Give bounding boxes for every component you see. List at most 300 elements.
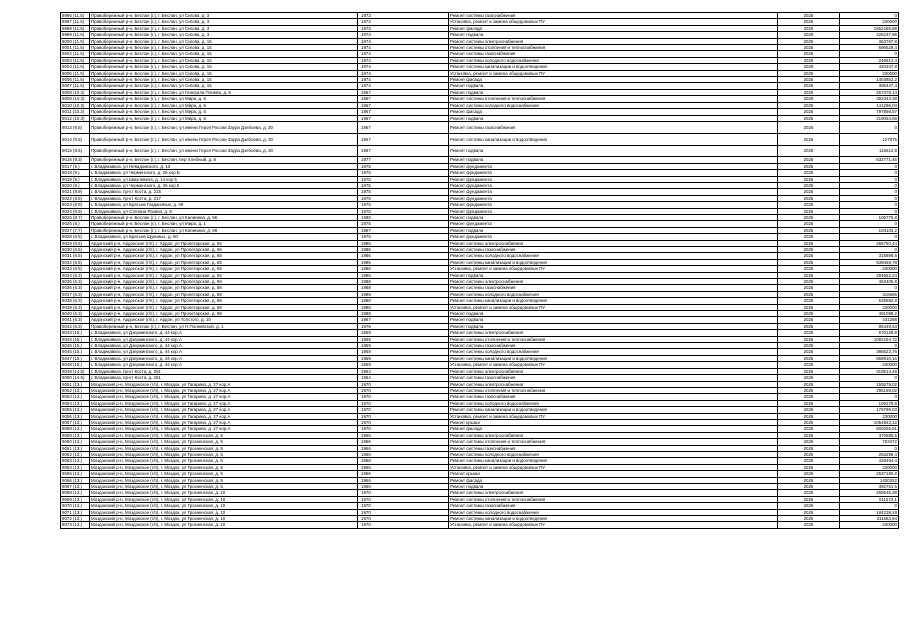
plan-year-cell: 2025 — [778, 240, 840, 246]
cost-cell: 155578,02 — [840, 381, 899, 387]
work-type-cell: Ремонт системы отопления и теплоснабжения — [449, 496, 778, 502]
row-number-cell: 8998 (11.5) — [61, 25, 90, 31]
plan-year-cell: 2025 — [778, 368, 840, 374]
row-number-cell: 9049 (14.5) — [61, 368, 90, 374]
work-type-cell: Ремонт системы газоснабжения — [449, 121, 778, 133]
cost-cell: 0 — [840, 195, 899, 201]
address-cell: Правобережный р-н, Беслан (г.), г. Беслан, ул Сигова, д. 15 — [90, 51, 358, 57]
cost-cell: 363767,8 — [840, 38, 899, 44]
work-type-cell: Установка, ремонт и замена общедомовых ПУ — [449, 522, 778, 528]
address-cell: Правобережный р-н, Беслан (г.), г. Беслан, ул имени Героя России Заура Дзебоева, д. 30 — [90, 121, 358, 133]
row-number-cell: 9028 (6.5) — [61, 234, 90, 240]
cost-cell: 295169,02 — [840, 387, 899, 393]
work-type-cell: Ремонт фундамента — [449, 163, 778, 169]
work-type-cell: Ремонт системы канализации и водоотведения — [449, 458, 778, 464]
address-cell: Правобережный р-н, Беслан (г.), г. Беслан, ул Калинина, д. 96 — [90, 214, 358, 220]
address-cell: Моздокский р-н, Моздокское (г/п), г. Моздок, ул Гагарина, д. 27 кор.А — [90, 419, 358, 425]
work-type-cell: Ремонт системы газоснабжения — [449, 343, 778, 349]
plan-year-cell: 2025 — [778, 509, 840, 515]
cost-cell: 219054,69 — [840, 115, 899, 121]
address-cell: Моздокский р-н, Моздокское (г/п), г. Моздок, ул Грозненская, д. 5 — [90, 484, 358, 490]
address-cell: Моздокский р-н, Моздокское (г/п), г. Моздок, ул Гагарина, д. 27 кор.А — [90, 413, 358, 419]
plan-year-cell: 2025 — [778, 77, 840, 83]
cost-cell: 0 — [840, 189, 899, 195]
plan-year-cell: 2025 — [778, 157, 840, 163]
cost-cell: 230000 — [840, 413, 899, 419]
address-cell: Ардонский р-н, Ардонское (г/п), г. Ардон, ул Пролетарская, д. 88 — [90, 279, 358, 285]
cost-cell: 2537180,8 — [840, 471, 899, 477]
build-year-cell: 1970 — [358, 503, 449, 509]
cost-cell: 658910,16 — [840, 355, 899, 361]
row-number-cell: 9068 (13.) — [61, 490, 90, 496]
work-type-cell: Установка, ремонт и замена общедомовых ПУ — [449, 362, 778, 368]
address-cell: Правобережный р-н, Беслан (г.), г. Беслан, ул Н.Полиевской, д. 1 — [90, 323, 358, 329]
build-year-cell: 1986 — [358, 259, 449, 265]
work-type-cell: Ремонт системы электроснабжения — [449, 330, 778, 336]
row-number-cell: 9063 (13.) — [61, 458, 90, 464]
address-cell: Моздокский р-н, Моздокское (г/п), г. Моздок, ул Грозненская, д. 10 — [90, 509, 358, 515]
address-cell: Моздокский р-н, Моздокское (г/п), г. Моздок, ул Гагарина, д. 27 кор.А — [90, 400, 358, 406]
cost-cell: 127975 — [840, 133, 899, 145]
build-year-cell: 1970 — [358, 496, 449, 502]
cost-cell: 0 — [840, 176, 899, 182]
work-type-cell: Ремонт подвала — [449, 145, 778, 157]
work-type-cell: Ремонт системы холодного водоснабжения — [449, 291, 778, 297]
work-type-cell: Ремонт фундамента — [449, 208, 778, 214]
build-year-cell: 1967 — [358, 145, 449, 157]
address-cell: г. Владикавказ, ул Братьев Щукиных, д. 60 — [90, 234, 358, 240]
capital-repair-table — [60, 12, 899, 529]
build-year-cell: 1959 — [358, 330, 449, 336]
work-type-cell: Ремонт системы отопления и теплоснабжения — [449, 387, 778, 393]
row-number-cell: 9041 (6.3) — [61, 317, 90, 323]
work-type-cell: Ремонт фасада — [449, 77, 778, 83]
plan-year-cell: 2025 — [778, 490, 840, 496]
row-number-cell: 9032 (6.5) — [61, 259, 90, 265]
plan-year-cell: 2025 — [778, 70, 840, 76]
address-cell: г. Владикавказ, ул Дзержинского, д. 44 кор.А — [90, 355, 358, 361]
row-number-cell: 9053 (13.) — [61, 394, 90, 400]
address-cell: Правобережный р-н, Беслан (г.), г. Беслан, ул Сигова, д. 3 — [90, 13, 358, 19]
plan-year-cell: 2025 — [778, 102, 840, 108]
cost-cell: 0 — [840, 246, 899, 252]
address-cell: Правобережный р-н, Беслан (г.), г. Беслан, ул Сигова, д. 15 — [90, 38, 358, 44]
row-number-cell: 9010 (10.3) — [61, 102, 90, 108]
work-type-cell: Ремонт фасада — [449, 109, 778, 115]
work-type-cell: Ремонт системы электроснабжения — [449, 38, 778, 44]
address-cell: г. Владикавказ, ул Дзержинского, д. 44 кор.А — [90, 336, 358, 342]
row-number-cell: 9026 (8.) — [61, 221, 90, 227]
address-cell: Правобережный р-н, Беслан (г.), г. Беслан, пер Хлебный, д. 8 — [90, 157, 358, 163]
build-year-cell: 1975 — [358, 221, 449, 227]
address-cell: Моздокский р-н, Моздокское (г/п), г. Моздок, ул Грозненская, д. 5 — [90, 471, 358, 477]
build-year-cell: 1974 — [358, 64, 449, 70]
build-year-cell: 1970 — [358, 426, 449, 432]
row-number-cell: 9013 (9.5) — [61, 121, 90, 133]
build-year-cell: 1967 — [358, 109, 449, 115]
row-number-cell: 9022 (8.9) — [61, 195, 90, 201]
address-cell: г. Владикавказ, пр-кт Коста, д. 217 — [90, 195, 358, 201]
work-type-cell: Ремонт фасада — [449, 477, 778, 483]
plan-year-cell: 2025 — [778, 246, 840, 252]
address-cell: Моздокский р-н, Моздокское (г/п), г. Моздок, ул Грозненская, д. 10 — [90, 496, 358, 502]
cost-cell: 104103,2 — [840, 227, 899, 233]
row-number-cell: 9038 (6.3) — [61, 298, 90, 304]
build-year-cell: 1975 — [358, 182, 449, 188]
address-cell: Правобережный р-н, Беслан (г.), г. Беслан, ул Сигова, д. 3 — [90, 19, 358, 25]
row-number-cell: 9067 (13.) — [61, 484, 90, 490]
row-number-cell: 9050 (14.5) — [61, 375, 90, 381]
build-year-cell: 1966 — [358, 458, 449, 464]
build-year-cell: 1967 — [358, 96, 449, 102]
work-type-cell: Ремонт системы электроснабжения — [449, 279, 778, 285]
build-year-cell: 1975 — [358, 189, 449, 195]
build-year-cell: 1973 — [358, 32, 449, 38]
work-type-cell: Ремонт подвала — [449, 323, 778, 329]
work-type-cell: Ремонт фасада — [449, 25, 778, 31]
cost-cell: 0 — [840, 394, 899, 400]
work-type-cell: Установка, ремонт и замена общедомовых ПУ — [449, 19, 778, 25]
work-type-cell: Ремонт системы газоснабжения — [449, 375, 778, 381]
address-cell: Правобережный р-н, Беслан (г.), г. Беслан, ул Сигова, д. 15 — [90, 64, 358, 70]
table-row — [61, 522, 899, 528]
plan-year-cell: 2025 — [778, 38, 840, 44]
build-year-cell: 1974 — [358, 70, 449, 76]
row-number-cell: 9047 (15.) — [61, 355, 90, 361]
row-number-cell: 9018 (9.) — [61, 170, 90, 176]
work-type-cell: Ремонт фундамента — [449, 221, 778, 227]
address-cell: Ардонский р-н, Ардонское (г/п), г. Ардон, ул Пролетарская, д. 88 — [90, 311, 358, 317]
plan-year-cell: 2025 — [778, 195, 840, 201]
work-type-cell: Ремонт системы отопления и теплоснабжения — [449, 336, 778, 342]
plan-year-cell: 2025 — [778, 522, 840, 528]
work-type-cell: Ремонт фундамента — [449, 189, 778, 195]
cost-cell: 1054843,12 — [840, 419, 899, 425]
table-row — [61, 121, 899, 133]
build-year-cell: 1967 — [358, 317, 449, 323]
cost-cell: 230000 — [840, 464, 899, 470]
row-number-cell: 9011 (10.3) — [61, 109, 90, 115]
row-number-cell: 9069 (13.) — [61, 496, 90, 502]
row-number-cell: 8999 (11.5) — [61, 32, 90, 38]
cost-cell: 85449,63 — [840, 323, 899, 329]
row-number-cell: 9014 (9.5) — [61, 133, 90, 145]
row-number-cell: 9016 (9.3) — [61, 157, 90, 163]
cost-cell: 230000 — [840, 304, 899, 310]
row-number-cell: 9030 (6.5) — [61, 246, 90, 252]
build-year-cell: 1967 — [358, 102, 449, 108]
build-year-cell: 1970 — [358, 419, 449, 425]
address-cell: Правобережный р-н, Беслан (г.), г. Беслан, ул Сигова, д. 15 — [90, 45, 358, 51]
row-number-cell: 9024 (8.9) — [61, 208, 90, 214]
row-number-cell: 9065 (13.) — [61, 471, 90, 477]
plan-year-cell: 2025 — [778, 375, 840, 381]
build-year-cell: 1988 — [358, 311, 449, 317]
cost-cell: 385427,4 — [840, 83, 899, 89]
build-year-cell: 1959 — [358, 362, 449, 368]
plan-year-cell: 2025 — [778, 445, 840, 451]
cost-cell: 0 — [840, 445, 899, 451]
build-year-cell: 1974 — [358, 83, 449, 89]
work-type-cell: Ремонт системы холодного водоснабжения — [449, 349, 778, 355]
plan-year-cell: 2025 — [778, 304, 840, 310]
plan-year-cell: 2025 — [778, 115, 840, 121]
cost-cell: 463405,8 — [840, 279, 899, 285]
address-cell: Ардонский р-н, Ардонское (г/п), г. Ардон, ул Пролетарская, д. 65 — [90, 272, 358, 278]
plan-year-cell: 2025 — [778, 496, 840, 502]
build-year-cell: 1975 — [358, 170, 449, 176]
cost-cell: 316896,6 — [840, 253, 899, 259]
address-cell: Правобережный р-н, Беслан (г.), г. Беслан, ул Мира, д. 6 — [90, 115, 358, 121]
address-cell: Правобережный р-н, Беслан (г.), г. Беслан, ул Мира, д. 6 — [90, 96, 358, 102]
plan-year-cell: 2025 — [778, 221, 840, 227]
address-cell: Моздокский р-н, Моздокское (г/п), г. Моздок, ул Грозненская, д. 5 — [90, 458, 358, 464]
cost-cell: 466750,44 — [840, 240, 899, 246]
address-cell: г. Владикавказ, ул Дзержинского, д. 44 кор.А — [90, 362, 358, 368]
address-cell: Моздокский р-н, Моздокское (г/п), г. Моздок, ул Гагарина, д. 27 кор.А — [90, 407, 358, 413]
row-number-cell: 9002 (11.5) — [61, 51, 90, 57]
work-type-cell: Ремонт системы электроснабжения — [449, 240, 778, 246]
row-number-cell: 9033 (6.5) — [61, 266, 90, 272]
build-year-cell: 1986 — [358, 240, 449, 246]
address-cell: Ардонский р-н, Ардонское (г/п), г. Ардон, ул Пролетарская, д. 65 — [90, 259, 358, 265]
row-number-cell: 9017 (9.) — [61, 163, 90, 169]
work-type-cell: Ремонт фундамента — [449, 195, 778, 201]
work-type-cell: Ремонт фундамента — [449, 182, 778, 188]
row-number-cell: 9035 (6.3) — [61, 279, 90, 285]
work-type-cell: Ремонт системы холодного водоснабжения — [449, 509, 778, 515]
work-type-cell: Ремонт подвала — [449, 317, 778, 323]
cost-cell: 0 — [840, 51, 899, 57]
plan-year-cell: 2025 — [778, 189, 840, 195]
work-type-cell: Ремонт системы канализации и водоотведения — [449, 516, 778, 522]
address-cell: Правобережный р-н, Беслан (г.), г. Беслан, ул Сигова, д. 15 — [90, 57, 358, 63]
address-cell: г. Владикавказ, ул Шмулевича, д. 14 кор.5 — [90, 176, 358, 182]
address-cell: Правобережный р-н, Беслан (г.), г. Беслан, ул Сигова, д. 15 — [90, 77, 358, 83]
address-cell: Ардонский р-н, Ардонское (г/п), г. Ардон, ул Пролетарская, д. 65 — [90, 253, 358, 259]
work-type-cell: Ремонт системы канализации и водоотведения — [449, 64, 778, 70]
address-cell: Ардонский р-н, Ардонское (г/п), г. Ардон, ул Пролетарская, д. 65 — [90, 240, 358, 246]
plan-year-cell: 2025 — [778, 234, 840, 240]
work-type-cell: Ремонт подвала — [449, 272, 778, 278]
work-type-cell: Ремонт подвала — [449, 214, 778, 220]
plan-year-cell: 2025 — [778, 349, 840, 355]
plan-year-cell: 2025 — [778, 477, 840, 483]
row-number-cell: 9071 (13.) — [61, 509, 90, 515]
row-number-cell: 9056 (13.) — [61, 413, 90, 419]
row-number-cell: 9006 (11.5) — [61, 77, 90, 83]
plan-year-cell: 2025 — [778, 323, 840, 329]
row-number-cell: 9031 (6.5) — [61, 253, 90, 259]
work-type-cell: Ремонт крыши — [449, 471, 778, 477]
work-type-cell: Ремонт фасада — [449, 426, 778, 432]
build-year-cell: 1966 — [358, 484, 449, 490]
cost-cell: 0 — [840, 343, 899, 349]
row-number-cell: 9005 (11.5) — [61, 70, 90, 76]
build-year-cell: 1970 — [358, 381, 449, 387]
row-number-cell: 9007 (11.5) — [61, 83, 90, 89]
work-type-cell: Ремонт системы канализации и водоотведения — [449, 259, 778, 265]
plan-year-cell: 2025 — [778, 432, 840, 438]
row-number-cell: 9055 (13.) — [61, 407, 90, 413]
plan-year-cell: 2025 — [778, 330, 840, 336]
cost-cell: 0 — [840, 121, 899, 133]
plan-year-cell: 2025 — [778, 503, 840, 509]
work-type-cell: Ремонт системы канализации и водоотведения — [449, 407, 778, 413]
cost-cell: 1092194,72 — [840, 336, 899, 342]
build-year-cell: 1986 — [358, 266, 449, 272]
row-number-cell: 9054 (13.) — [61, 400, 90, 406]
row-number-cell: 9062 (13.) — [61, 451, 90, 457]
cost-cell: 269546,38 — [840, 490, 899, 496]
build-year-cell: 1966 — [358, 451, 449, 457]
plan-year-cell: 2025 — [778, 182, 840, 188]
plan-year-cell: 2025 — [778, 400, 840, 406]
build-year-cell: 1988 — [358, 298, 449, 304]
cost-cell: 392761,6 — [840, 484, 899, 490]
plan-year-cell: 2025 — [778, 109, 840, 115]
work-type-cell: Установка, ремонт и замена общедомовых ПУ — [449, 70, 778, 76]
plan-year-cell: 2025 — [778, 298, 840, 304]
cost-cell: 1430352 — [840, 477, 899, 483]
build-year-cell: 1974 — [358, 45, 449, 51]
row-number-cell: 9040 (6.3) — [61, 311, 90, 317]
row-number-cell: 9064 (13.) — [61, 464, 90, 470]
address-cell: Моздокский р-н, Моздокское (г/п), г. Моздок, ул Гагарина, д. 27 кор.А — [90, 381, 358, 387]
plan-year-cell: 2025 — [778, 394, 840, 400]
cost-cell: 392343,38 — [840, 96, 899, 102]
build-year-cell: 1959 — [358, 343, 449, 349]
work-type-cell: Ремонт системы холодного водоснабжения — [449, 57, 778, 63]
build-year-cell: 1967 — [358, 121, 449, 133]
row-number-cell: 8997 (11.5) — [61, 19, 90, 25]
address-cell: г. Владикавказ, ул Невадомского, д. 13 — [90, 163, 358, 169]
plan-year-cell: 2025 — [778, 45, 840, 51]
work-type-cell: Ремонт крыши — [449, 419, 778, 425]
build-year-cell: 1959 — [358, 349, 449, 355]
address-cell: Моздокский р-н, Моздокское (г/п), г. Моздок, ул Грозненская, д. 5 — [90, 439, 358, 445]
row-number-cell: 9042 (6.3) — [61, 323, 90, 329]
row-number-cell: 9052 (13.) — [61, 387, 90, 393]
row-number-cell: 9021 (8.9) — [61, 189, 90, 195]
address-cell: г. Владикавказ, ул Дзержинского, д. 44 кор.А — [90, 349, 358, 355]
cost-cell: 386623,76 — [840, 349, 899, 355]
build-year-cell: 1959 — [358, 355, 449, 361]
cost-cell: 179799,03 — [840, 407, 899, 413]
work-type-cell: Ремонт системы электроснабжения — [449, 381, 778, 387]
address-cell: Ардонский р-н, Ардонское (г/п), г. Ардон, ул Пролетарская, д. 65 — [90, 266, 358, 272]
build-year-cell: 1970 — [358, 394, 449, 400]
plan-year-cell: 2025 — [778, 25, 840, 31]
work-type-cell: Ремонт системы газоснабжения — [449, 246, 778, 252]
plan-year-cell: 2025 — [778, 458, 840, 464]
cost-cell: 106278,8 — [840, 400, 899, 406]
address-cell: Правобережный р-н, Беслан (г.), г. Беслан, ул Мира, д. 6 — [90, 109, 358, 115]
plan-year-cell: 2025 — [778, 419, 840, 425]
cost-cell: 494652,24 — [840, 272, 899, 278]
address-cell: Моздокский р-н, Моздокское (г/п), г. Моздок, ул Грозненская, д. 10 — [90, 503, 358, 509]
plan-year-cell: 2025 — [778, 51, 840, 57]
build-year-cell: 1974 — [358, 38, 449, 44]
work-type-cell: Установка, ремонт и замена общедомовых ПУ — [449, 464, 778, 470]
cost-cell: 106775,8 — [840, 214, 899, 220]
build-year-cell: 1974 — [358, 57, 449, 63]
plan-year-cell: 2025 — [778, 163, 840, 169]
work-type-cell: Ремонт подвала — [449, 89, 778, 95]
row-number-cell: 9061 (13.) — [61, 445, 90, 451]
address-cell: Моздокский р-н, Моздокское (г/п), г. Моздок, ул Грозненская, д. 5 — [90, 445, 358, 451]
plan-year-cell: 2025 — [778, 291, 840, 297]
row-number-cell: 9051 (13.) — [61, 381, 90, 387]
build-year-cell: 1967 — [358, 89, 449, 95]
address-cell: Ардонский р-н, Ардонское (г/п), г. Ардон, ул Пролетарская, д. 88 — [90, 298, 358, 304]
build-year-cell: 1970 — [358, 509, 449, 515]
plan-year-cell: 2025 — [778, 451, 840, 457]
row-number-cell: 9027 (7.7) — [61, 227, 90, 233]
cost-cell: 696529,4 — [840, 45, 899, 51]
row-number-cell: 9072 (13.) — [61, 516, 90, 522]
cost-cell: 0 — [840, 221, 899, 227]
build-year-cell: 1959 — [358, 336, 449, 342]
build-year-cell: 1986 — [358, 246, 449, 252]
build-year-cell: 1966 — [358, 439, 449, 445]
cost-cell: 1403852,2 — [840, 77, 899, 83]
table-body — [61, 13, 899, 529]
build-year-cell: 1973 — [358, 25, 449, 31]
build-year-cell: 1970 — [358, 407, 449, 413]
cost-cell: 0 — [840, 170, 899, 176]
cost-cell: 141296,04 — [840, 102, 899, 108]
plan-year-cell: 2025 — [778, 407, 840, 413]
address-cell: Моздокский р-н, Моздокское (г/п), г. Моздок, ул Грозненская, д. 5 — [90, 451, 358, 457]
row-number-cell: 9073 (13.) — [61, 522, 90, 528]
build-year-cell: 1967 — [358, 227, 449, 233]
plan-year-cell: 2025 — [778, 253, 840, 259]
address-cell: г. Владикавказ, ул Дзержинского, д. 44 кор.А — [90, 330, 358, 336]
plan-year-cell: 2025 — [778, 317, 840, 323]
cost-cell: 230000 — [840, 19, 899, 25]
plan-year-cell: 2025 — [778, 471, 840, 477]
address-cell: Правобережный р-н, Беслан (г.), г. Беслан, ул Сигова, д. 3 — [90, 32, 358, 38]
build-year-cell: 1966 — [358, 471, 449, 477]
address-cell: Ардонский р-н, Ардонское (г/п), г. Ардон, ул Пролетарская, д. 88 — [90, 304, 358, 310]
build-year-cell: 1974 — [358, 77, 449, 83]
row-number-cell: 9025 (8.7) — [61, 214, 90, 220]
address-cell: г. Владикавказ, пр-кт Коста, д. 251 — [90, 375, 358, 381]
cost-cell: 420347,8 — [840, 64, 899, 70]
row-number-cell: 9008 (10.3) — [61, 89, 90, 95]
address-cell: Правобережный р-н, Беслан (г.), г. Беслан, ул имени Героя России Заура Дзебоева, д. 30 — [90, 145, 358, 157]
work-type-cell: Ремонт системы канализации и водоотведения — [449, 133, 778, 145]
build-year-cell: 1970 — [358, 516, 449, 522]
row-number-cell: 9001 (11.5) — [61, 45, 90, 51]
row-number-cell: 9019 (9.) — [61, 176, 90, 182]
row-number-cell: 9045 (15.) — [61, 343, 90, 349]
build-year-cell: 1975 — [358, 208, 449, 214]
plan-year-cell: 2025 — [778, 145, 840, 157]
work-type-cell: Ремонт системы газоснабжения — [449, 285, 778, 291]
table-row — [61, 145, 899, 157]
build-year-cell: 1966 — [358, 464, 449, 470]
row-number-cell: 9043 (15.) — [61, 330, 90, 336]
work-type-cell: Ремонт подвала — [449, 32, 778, 38]
plan-year-cell: 2025 — [778, 57, 840, 63]
cost-cell: 1552185,88 — [840, 25, 899, 31]
build-year-cell: 1986 — [358, 253, 449, 259]
work-type-cell: Ремонт системы отопления и теплоснабжения — [449, 96, 778, 102]
cost-cell: 246612,4 — [840, 57, 899, 63]
build-year-cell: 1973 — [358, 19, 449, 25]
